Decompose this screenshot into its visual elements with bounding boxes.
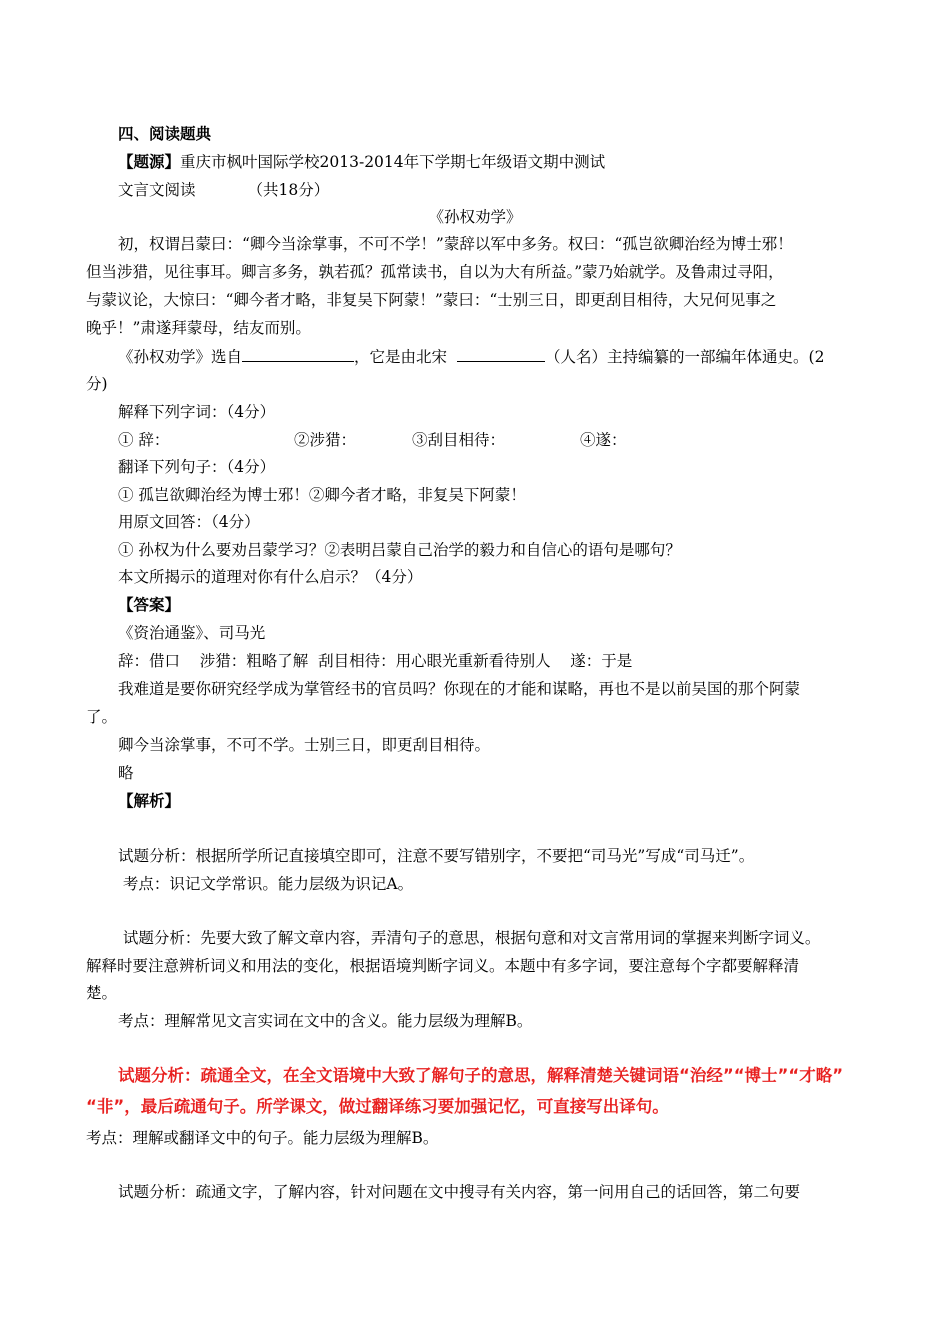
q2-item: ③刮目相待： — [412, 431, 506, 449]
q2-item: ① 辞： — [118, 431, 170, 449]
source-text: 重庆市枫叶国际学校2013-2014年下学期七年级语文期中测试 — [180, 153, 606, 171]
reading-label-line — [118, 179, 329, 201]
question-1-cont: 分) — [86, 375, 108, 393]
answer-3: 我难道是要你研究经学成为掌管经书的官员吗？你现在的才能和谋略，再也不是以前吴国的那个阿蒙 — [118, 680, 801, 698]
question-4-title: 用原文回答：（4分） — [118, 513, 260, 531]
q1-blank-1[interactable] — [242, 346, 354, 362]
analysis-2-cont: 解释时要注意辨析词义和用法的变化，根据语境判断字词义。本题中有多字词，要注意每个字都要解释清 — [86, 957, 800, 975]
analysis-3-cont: “非”，最后疏通句子。所学课文，做过翻译练习要加强记忆，可直接写出译句。 — [86, 1097, 669, 1116]
answer-5: 略 — [118, 764, 134, 782]
q1-text-a: 《孙权劝学》选自 — [118, 348, 243, 366]
q1-blank-2[interactable] — [457, 346, 545, 362]
analysis-3: 试题分析：疏通全文，在全文语境中大致了解句子的意思，解释清楚关键词语“治经”“博士”“才略” — [118, 1066, 844, 1085]
analysis-2: 试题分析：先要大致了解文章内容，弄清句子的意思，根据句意和对文言常用词的掌握来判断字词义。 — [118, 929, 821, 947]
passage-line: 晚乎！”肃遂拜蒙母，结友而别。 — [86, 319, 311, 337]
reading-label: 文言文阅读 — [118, 181, 196, 199]
question-2-items — [118, 429, 627, 451]
q1-text-c: （人名）主持编纂的一部编年体通史。(2 — [545, 348, 825, 366]
section-heading: 四、阅读题典 — [118, 124, 212, 143]
answer-1: 《资治通鉴》、司马光 — [118, 624, 266, 642]
analysis-1-point: 考点：识记文学常识。能力层级为识记A。 — [118, 875, 414, 893]
answer-3-cont: 了。 — [86, 708, 118, 726]
reading-points: （共18分） — [247, 181, 330, 199]
q2-item: ②涉猎： — [294, 431, 357, 449]
question-1 — [118, 346, 824, 368]
question-4-items: ① 孙权为什么要劝吕蒙学习？②表明吕蒙自己治学的毅力和自信心的语句是哪句？ — [118, 541, 681, 559]
q1-text-b: ，它是由北宋 — [354, 348, 448, 366]
analysis-4: 试题分析：疏通文字，了解内容，针对问题在文中搜寻有关内容，第一问用自己的话回答，第二句要 — [118, 1183, 801, 1201]
analysis-3-point: 考点：理解或翻译文中的句子。能力层级为理解B。 — [86, 1129, 439, 1147]
passage-line: 初，权谓吕蒙曰：“卿今当涂掌事，不可不学！”蒙辞以军中多务。权曰：“孤岂欲卿治经为博士邪！ — [118, 235, 793, 253]
passage-title: 《孙权劝学》 — [428, 208, 522, 226]
answer-4: 卿今当涂掌事，不可不学。士别三日，即更刮目相待。 — [118, 736, 491, 754]
question-5-title: 本文所揭示的道理对你有什么启示？（4分） — [118, 568, 423, 586]
analysis-header: 【解析】 — [118, 791, 181, 810]
passage-line: 与蒙议论，大惊曰：“卿今者才略，非复吴下阿蒙！”蒙曰：“士别三日，即更刮目相待，大兄何见事之 — [86, 291, 777, 309]
answer-2: 辞：借口 涉猎：粗略了解 刮目相待：用心眼光重新看待别人 遂：于是 — [118, 652, 633, 670]
question-2-title: 解释下列字词：（4分） — [118, 403, 276, 421]
answer-header: 【答案】 — [118, 595, 181, 614]
analysis-1: 试题分析：根据所学所记直接填空即可，注意不要写错别字，不要把“司马光”写成“司马迁”。 — [118, 847, 755, 865]
source-bracket: 【题源】 — [118, 152, 181, 171]
question-3-title: 翻译下列句子：（4分） — [118, 458, 276, 476]
passage-line: 但当涉猎，见往事耳。卿言多务，孰若孤？孤常读书，自以为大有所益。”蒙乃始就学。及鲁肃过寻阳， — [86, 263, 784, 281]
question-3-items: ① 孤岂欲卿治经为博士邪！②卿今者才略，非复吴下阿蒙！ — [118, 486, 526, 504]
source-line — [118, 151, 605, 173]
analysis-2-cont: 楚。 — [86, 984, 118, 1002]
analysis-2-point: 考点：理解常见文言实词在文中的含义。能力层级为理解B。 — [118, 1012, 533, 1030]
q2-item: ④遂： — [580, 431, 627, 449]
